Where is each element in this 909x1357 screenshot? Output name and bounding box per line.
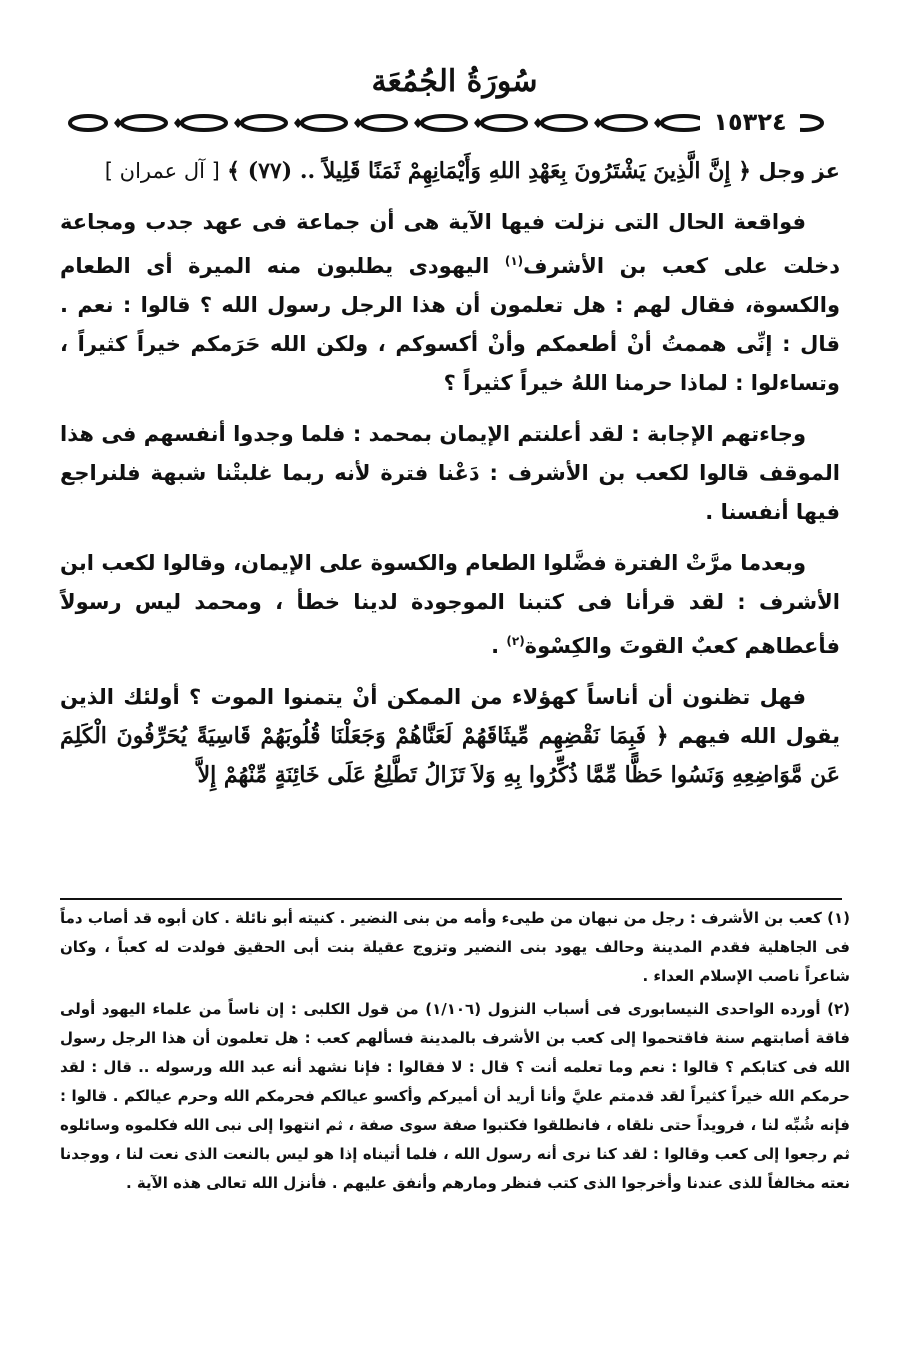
intro-text: عز وجل [758, 159, 840, 183]
paragraph-text: فواقعة الحال التى نزلت فيها الآية هى أن جماعة فى عهد جدب ومجاعة دخلت على كعب بن الأشرف [60, 210, 840, 278]
verse-reference: [ آل عمران ] [104, 159, 220, 183]
footnote-divider [60, 898, 842, 900]
quran-verse: ﴿ إِنَّ الَّذِينَ يَشْتَرُونَ بِعَهْدِ اللهِ وَأَيْمَانِهِمْ ثَمَنًا قَلِيلاً .. (٧٧) ﴾ [227, 158, 752, 184]
main-text [60, 152, 840, 807]
paragraph-3: وجاءتهم الإجابة : لقد أعلنتم الإيمان بمحمد : فلما وجدوا أنفسهم فى هذا الموقف قالوا لكعب بن الأشرف : دَعْنا فترة لأنه ربما غلبتْنا شبهة فلنراجع فيها أنفسنا . [60, 422, 840, 524]
paragraph-5 [60, 678, 840, 795]
paragraph-2 [60, 203, 840, 403]
footnotes [60, 904, 850, 1202]
paragraph-text: فهل تظنون أن أناساً كهؤلاء من الممكن أنْ يتمنوا الموت ؟ أولئك الذين يقول الله فيهم [60, 685, 840, 748]
paragraph-text: وبعدما مرَّتْ الفترة فضَّلوا الطعام والكسوة على الإيمان، وقالوا لكعب ابن الأشرف : لقد قرأنا فى كتبنا الموجودة لدينا خطأ ، ومحمد ليس رسولاً فأعطاهم كعبٌ القوتَ والكِسْوة [60, 551, 840, 658]
footnote-marker: (٢) [506, 634, 525, 648]
footnote-2: (٢) أورده الواحدى النيسابورى فى أسباب النزول (١/١٠٦) من قول الكلبى : إن ناساً من علماء اليهود أولى فاقة أصابتهم سنة فاقتحموا إلى كعب بن الأشرف بالمدينة فسألهم كعب : هل تعلمون أن هذا الرجل رسول الله فى كتابكم ؟ قالوا : نعم وما تعلمه أنت ؟ قال : لا فقالوا : فإنا نشهد أنه عبد الله ورسوله .. قال : لقد حرمكم الله خيراً كثيراً لقد قدمتم عليَّ وأنا أريد أن أميركم وأكسو عيالكم فحرمكم الله وحرم عيالكم . قالوا : فإنه شُبِّه لنا ، فرويداً حتى نلقاه ، فانطلقوا فكتبوا صفة سوى صفة ، ثم انتهوا إلى نبى الله فكلموه وسائلوه ثم رجعوا إلى كعب وقالوا : لقد كنا نرى أنه رسول الله ، فلما أتيناه إذا هو ليس بالنعت الذى نعت لنا ، ووجدنا نعته مخالفاً للذى عندنا وأخرجوا الذى كتب فنظر ومارهم وأنفق عليهم . فأنزل الله تعالى هذه الآية . [60, 1000, 850, 1192]
quran-verse: ﴿ فَبِمَا نَقْضِهِم مِّيثَاقَهُمْ لَعَنَّاهُمْ وَجَعَلْنَا قُلُوبَهُمْ قَاسِيَةً يُحَرِّفُونَ الْكَلِمَ عَن مَّوَاضِعِهِ وَنَسُوا حَظًّا مِّمَّا ذُكِّرُوا بِهِ وَلاَ تَزَالُ تَطَّلِعُ عَلَى خَائِنَةٍ مِّنْهُمْ إِلاَّ [60, 723, 840, 788]
footnote-1: (١) كعب بن الأشرف : رجل من نبهان من طيىء وأمه من بنى النضير . كنيته أبو نائلة . كان أبوه قد أصاب دماً فى الجاهلية فقدم المدينة وحالف يهود بنى النضير وتزوج عقيلة بنت أبى الحقيق فولدت له كعباً ، وكان شاعراً ناصب الإسلام العداء . [60, 909, 850, 985]
surah-title: سُورَةُ الجُمُعَة [371, 64, 538, 99]
footnote-marker: (١) [504, 254, 524, 268]
paragraph-text: . [491, 634, 507, 658]
page-number: ١٥٣٢٤ [700, 108, 800, 136]
paragraph-1 [60, 152, 840, 191]
paragraph-text: اليهودى يطلبون منه الميرة أى الطعام والكسوة، فقال لهم : هل تعلمون أن هذا الرجل رسول الله ؟ قالوا : نعم . قال : إنِّى هممتُ أنْ أطعمكم وأنْ أكسوكم ، ولكن الله حَرَمكم خيراً كثيراً ، وتساءلوا : لماذا حرمنا اللهُ خيراً كثيراً ؟ [60, 254, 840, 395]
paragraph-4 [60, 544, 840, 666]
